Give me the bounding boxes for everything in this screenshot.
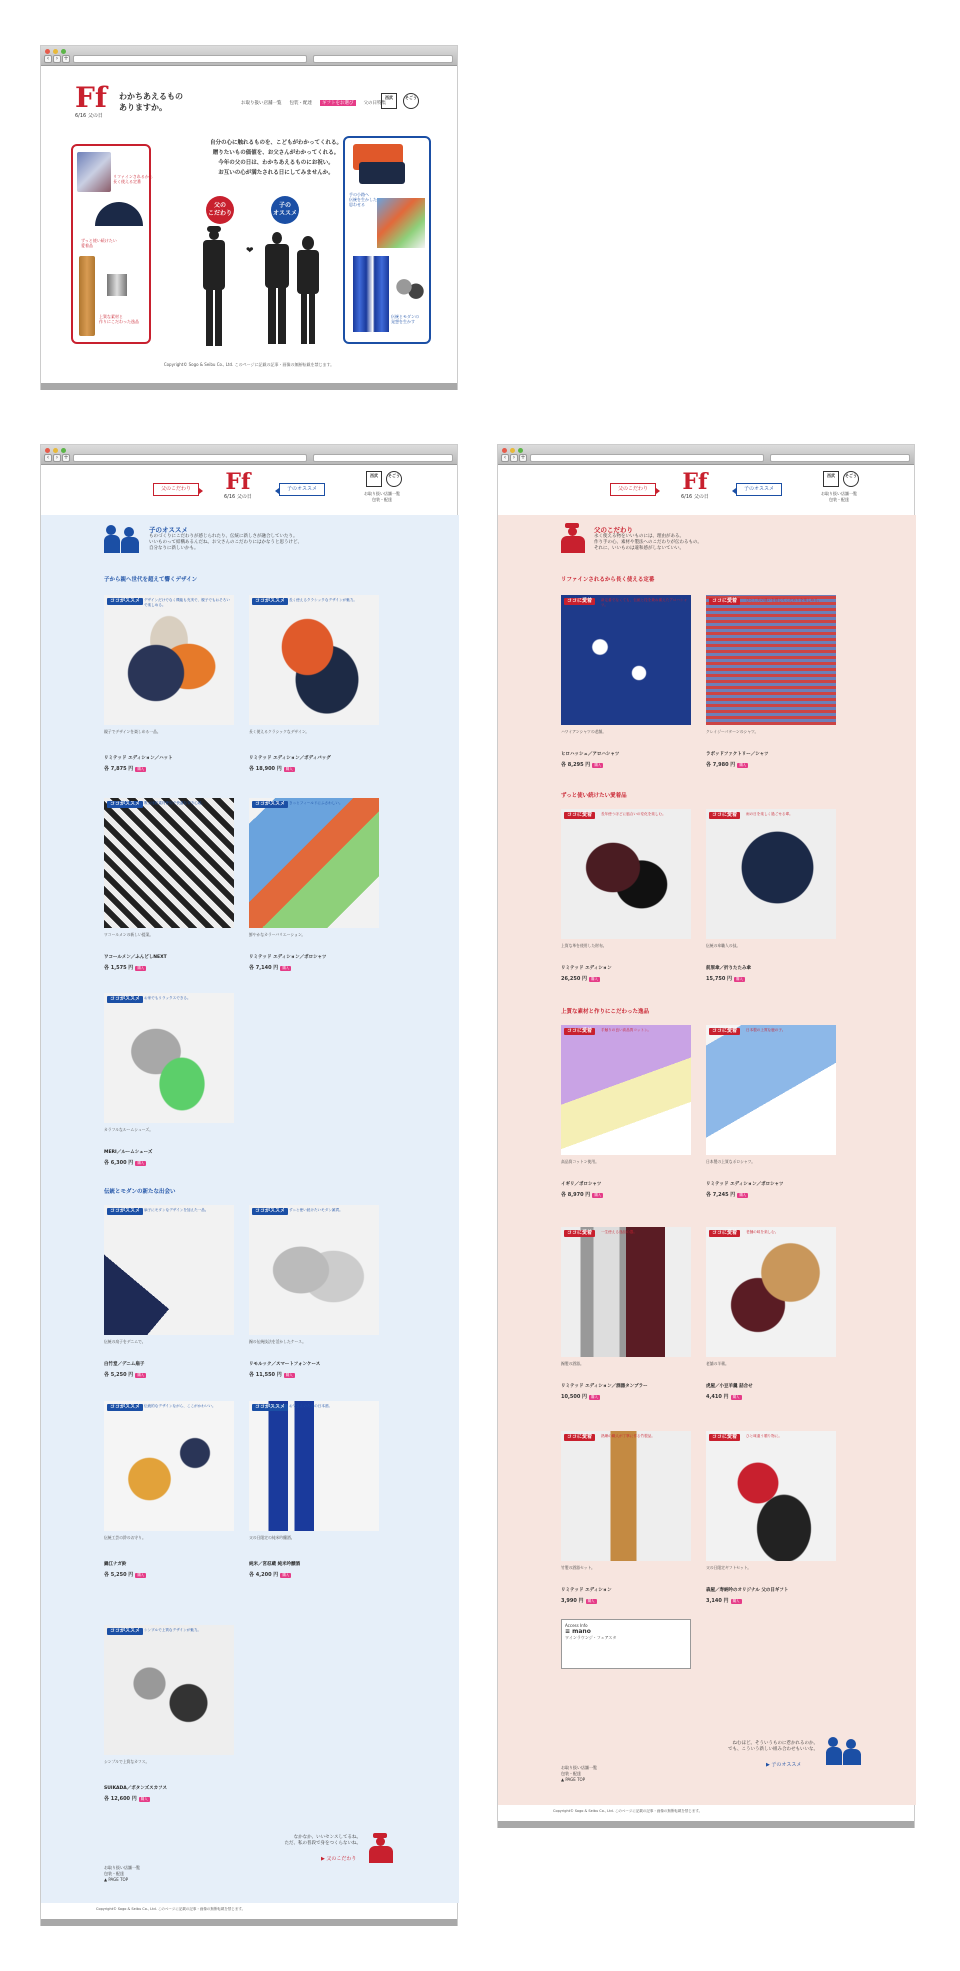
add-icon[interactable]: + (520, 454, 526, 461)
section-title: リファインされるから長く使える定番 (561, 577, 655, 583)
hat-image (104, 595, 234, 725)
child-persons-icon (104, 525, 144, 553)
product-card-yokan[interactable]: ココに愛着 老舗の味を楽しむ。 老舗の羊羹。 虎屋／小豆羊羹 詰合せ 4,410 円 購入 (706, 1227, 836, 1407)
wallet-image (561, 809, 691, 939)
child-persons-icon (826, 1737, 866, 1765)
top-nav (241, 100, 386, 106)
forward-icon[interactable]: › (53, 454, 61, 462)
bamboo-image (561, 1431, 691, 1561)
underwear-image (104, 798, 234, 928)
polo-image (249, 798, 379, 928)
shirt-image (77, 152, 111, 192)
link-father[interactable]: ▶ 父のこだわり (321, 1856, 357, 1862)
child-intro: 子のオススメ ものづくりにこだわりが感じられたり、伝統に新しさが融合していたり。 いいものって結構あるんだね。お父さんのこだわりにはかなうと思うけど、 自分なりに新しいかも。 (149, 526, 302, 551)
memo-box: Access Info ≡ mano ワインラウンジ・フェアスタ (561, 1619, 691, 1669)
product-card-polo-blue[interactable]: ココに愛着 日本製の上質な鹿の子。 日本製の上質なポロシャツ。 リミテッド エディション／ポロシャツ 各 7,245 円 購入 (706, 1025, 836, 1205)
section-title: 上質な素材と作りにこだわった逸品 (561, 1009, 649, 1015)
footer-copyright: Copyright© Sogo & Seibu Co., Ltd. このページに記載の記事・画像の無断転載を禁じます。 (96, 1907, 246, 1911)
fan-image (104, 1205, 234, 1335)
father-intro: 父のこだわり 永く使える物をいいものには、理由がある。 作り手の心、素材や製法へのこだわりが伝わるもの。 それに、いいものは違和感がしないていい。 (594, 526, 702, 551)
url-bar[interactable] (73, 55, 307, 63)
child-window (40, 444, 458, 1926)
koko-badge: ココがススメ (107, 598, 143, 605)
section-title: 子から親へ世代を超えて響くデザイン (104, 577, 198, 583)
back-icon[interactable]: ‹ (501, 454, 509, 462)
child-callout[interactable]: 手の小路へ 伝統を生かした 思わせる 伝統とモダンの 発想を生かす (343, 136, 431, 344)
closing-text: なかなか、いいセンスしてるね。 ただ、私の普段で身をつくらないね。 (284, 1835, 361, 1846)
cup-image (107, 274, 127, 296)
tab-child[interactable]: 子のオススメ (279, 483, 325, 496)
polo-image (561, 1025, 691, 1155)
search-bar[interactable] (313, 55, 453, 63)
polo-image (706, 1025, 836, 1155)
roomshoes-image (104, 993, 234, 1123)
cufflinks-image (395, 278, 425, 300)
footer-nav[interactable]: お取り扱い店舗一覧 包装・配達 ▲ PAGE TOP (561, 1765, 597, 1782)
aloha-image (561, 595, 691, 725)
browser-toolbar (498, 445, 914, 465)
forward-icon[interactable]: › (53, 55, 61, 63)
product-card-tumbler[interactable]: ココに愛着 一生使える逸品の器。 錫製の酒器。 リミテッド エディション／酒器タンブラー 10,500 円 購入 (561, 1227, 691, 1407)
sogo-logo[interactable]: そごう (386, 471, 402, 487)
father-content (498, 515, 916, 1805)
bell-image (104, 1401, 234, 1531)
bag-image (249, 595, 379, 725)
phonecase-image (249, 1205, 379, 1335)
father-callout[interactable]: リファインされるから 長く使える定番 ずっと使い続けたい 愛着品 上質な素材と 作りにこだわった逸品 (71, 144, 151, 344)
nav-gift[interactable]: ギフトをお選び (322, 101, 354, 106)
sake-image (353, 256, 389, 332)
buy-button[interactable]: 購入 (137, 766, 145, 771)
sake-image (249, 1401, 379, 1531)
sogo-logo[interactable]: そごう (403, 93, 419, 109)
search-bar[interactable] (313, 454, 453, 462)
landing-window (40, 45, 458, 390)
seibu-logo[interactable]: 西武 (366, 471, 382, 487)
product-card-umbrella[interactable]: ココに愛着 雨の日を楽しく過ごせる傘。 伝統の傘職人の技。 前原傘／折りたたみ傘 15,750 円 購入 (706, 809, 836, 989)
landing-intro: 自分の心に触れるものを、こどもがわかってくれる。 贈りたいもの価値を、お父さんがわかってくれる。 今年の父の日は、わかちあえるものにお祝い。 お互いの心が満たされる日にしてみませんか。 (209, 140, 342, 176)
small-nav[interactable]: お取り扱い店舗一覧 包装・配達 (364, 491, 400, 502)
browser-statusbar (41, 1919, 457, 1926)
umbrella-image (706, 809, 836, 939)
yokan-image (706, 1227, 836, 1357)
father-silhouette (201, 226, 227, 346)
father-person-icon (369, 1833, 393, 1863)
bamboo-image (79, 256, 95, 336)
product-card-polo[interactable]: ココがススメ きっとフィールドにふさわしい。 鮮やかなカラーバリエーション。 リミテッド エディション／ポロシャツ 各 7,140 円 購入 (249, 798, 379, 978)
heart-icon: ❤ (246, 246, 254, 256)
tumbler-image (561, 1227, 691, 1357)
footer-nav[interactable]: お取り扱い店舗一覧 包装・配達 ▲ PAGE TOP (104, 1865, 140, 1882)
logo[interactable]: Ff 6/16 父の日 (224, 469, 252, 500)
tab-father[interactable]: 父のこだわり (153, 483, 199, 496)
nav-fathersday[interactable]: 父の日特集 (363, 101, 386, 106)
footer-copyright: Copyright© Sogo & Seibu Co., Ltd. このページに記載の記事・画像の無断転載を禁じます。 (553, 1809, 703, 1813)
browser-toolbar (41, 445, 457, 465)
father-badge[interactable]: 父の こだわり (206, 196, 234, 224)
seibu-logo[interactable]: 西武 (381, 93, 397, 109)
product-card-bell[interactable]: ココがススメ 伝統的なデザインながら、ここがかわいい。 伝統工芸の鈴のお守り。 鍋江ナガ鈴 各 5,250 円 購入 (104, 1401, 234, 1601)
search-bar[interactable] (770, 454, 910, 462)
browser-toolbar (41, 46, 457, 66)
product-card-shirt[interactable]: ココに愛着 ひと工夫の違いを感じてこだわりを楽しめる。 クレイジーパターンのシャツ。 ラボッドファクトリー／シャツ 各 7,980 円 購入 (706, 595, 836, 775)
back-icon[interactable]: ‹ (44, 454, 52, 462)
navy-bag-image (359, 162, 405, 184)
seibu-logo[interactable]: 西武 (823, 471, 839, 487)
product-card-sake[interactable]: ココがススメ お父さんのための日本酒。 父の日限定の純米吟醸酒。 純米／宮忍蔵 純米吟醸酒 各 4,200 円 購入 (249, 1401, 379, 1601)
father-window (497, 444, 915, 1828)
product-card-polo-yellow[interactable]: ココに愛着 手触りの良い高品質コットン。 高品質コットン使用。 イギリ／ポロシャツ 各 8,970 円 購入 (561, 1025, 691, 1205)
small-nav[interactable]: お取り扱い店舗一覧 包装・配達 (821, 491, 857, 502)
child-content (41, 515, 459, 1903)
logo-subtitle: 6/16 父の日 (75, 113, 103, 119)
giftset-image (706, 1431, 836, 1561)
cufflinks-image (104, 1625, 234, 1755)
back-icon[interactable]: ‹ (44, 55, 52, 63)
daughter-silhouette (295, 236, 321, 344)
product-card-aloha[interactable]: ココに愛着 新定番でなくても、伝統と技を兼ね備えたアロハシャツ。 ハワイアンシャツの老舗。 ヒロハッシュ／アロハシャツ 各 8,295 円 購入 (561, 595, 691, 775)
tab-father[interactable]: 父のこだわり (610, 483, 656, 496)
section-title: 伝統とモダンの新たな出会い (104, 1189, 176, 1195)
add-icon[interactable]: + (63, 55, 69, 62)
product-card-wallet[interactable]: ココに愛着 長年使うほどに風合いの変化を楽しむ。 上質な革を使用した財布。 リミテッド エディション 26,250 円 購入 (561, 809, 691, 989)
logo[interactable] (75, 81, 107, 119)
forward-icon[interactable]: › (510, 454, 518, 462)
nav-wrapping[interactable]: 包装・配達 (289, 101, 312, 106)
url-bar[interactable] (530, 454, 764, 462)
child-badge[interactable]: 子の オススメ (271, 196, 299, 224)
link-child[interactable]: ▶ 子のオススメ (766, 1762, 802, 1768)
product-card-bamboo[interactable]: ココに愛着 熟練の職人が丁寧に作る竹製品。 竹製の酒器セット。 リミテッド エディション 3,990 円 購入 (561, 1431, 691, 1611)
add-icon[interactable]: + (63, 454, 69, 461)
section-title: ずっと使い続けたい愛着品 (561, 793, 627, 799)
product-card-bodybag[interactable]: ココがススメ 長く使えるクラシックなデザインが魅力。 長く使えるクラシックなデザイン。 リミテッド エディション／ボディバッグ 各 18,900 円 購入 (249, 595, 379, 785)
polo-image (377, 198, 425, 248)
shirt-image (706, 595, 836, 725)
browser-statusbar (41, 383, 457, 390)
landing-copyright: Copyright© Sogo & Seibu Co., Ltd. このページに記載の記事・画像の無断転載を禁じます。 (163, 362, 335, 367)
tab-child[interactable]: 子のオススメ (736, 483, 782, 496)
logo[interactable]: Ff 6/16 父の日 (681, 469, 709, 500)
sogo-logo[interactable]: そごう (843, 471, 859, 487)
product-card-hat[interactable]: ココがススメ デザインだけでなく機能も充実で、親子でもおそろいで楽しめる。 親子でデザインを楽しめる一品。 リミテッド エディション／ハット 各 7,875 円 購入 (104, 595, 234, 785)
nav-shops[interactable]: お取り扱い店舗一覧 (241, 101, 282, 106)
product-card-fan[interactable]: ココがススメ 扇子にモダンなデザインを加えた一品。 伝統の扇子をデニムで。 白竹堂／デニム扇子 各 5,250 円 購入 (104, 1205, 234, 1385)
closing-text: ねむほど。そういうものに惹かれるのか。 でも、こういう新しい組み合わせもいいな。 (728, 1741, 818, 1752)
browser-statusbar (498, 1821, 914, 1828)
umbrella-image (95, 202, 143, 226)
url-bar[interactable] (73, 454, 307, 462)
product-card-cufflinks[interactable]: ココがススメ シンプルで上質なデザインが魅力。 シンプルで上質なカフス。 SUIKADA／ボタンズスカフス 各 12,600 円 購入 (104, 1625, 234, 1815)
headline: わかちあえるもの ありますか。 (119, 92, 183, 112)
logo-mark: Ff (75, 81, 107, 114)
product-card-roomshoes[interactable]: ココがススメ お家でもリラックスできる。 カラフルなルームシューズ。 MERI／ルームシューズ 各 6,300 円 購入 (104, 993, 234, 1173)
product-card-underwear[interactable]: ココがススメ 吸水速乾素材使用で快適な穿き心地。 ワコールメンの新しい提案。 ワコールメン／ふんどしNEXT 各 1,575 円 購入 (104, 798, 234, 978)
father-person-icon (561, 523, 585, 553)
product-card-giftset[interactable]: ココに愛着 ひと味違う贈り物に。 父の日限定ギフトセット。 森屋／寿納吟のオリジナル 父の日ギフト 3,140 円 購入 (706, 1431, 836, 1611)
product-card-phonecase[interactable]: ココがススメ ずっと使い続けたいモダン雑貨。 錫の伝統技法を活かしたケース。 リモルック／スマートフォンケース 各 11,550 円 購入 (249, 1205, 379, 1385)
son-silhouette (263, 232, 291, 344)
